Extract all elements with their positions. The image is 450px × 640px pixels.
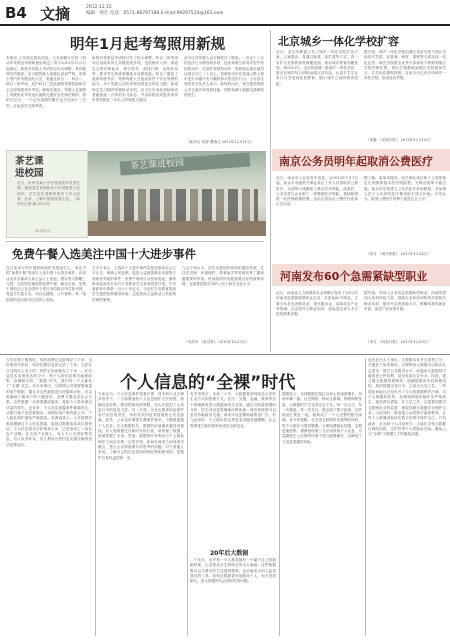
column-divider [279,390,280,636]
article-byline: （何鑫 《光明日报》 2012年12月10日） [366,138,434,142]
article-body-text: 据介绍，城乡一体化学校由城区优质学校与郊区学校结对共建，在管理、师资、课程等方面实现一体化运作。城区学校派出优秀干部和骨干教师到郊区学校任职任教，郊区学校教师到城区学校跟岗学习，共享优质课程资源。目前全市已有多所城乡一体化学校，取得良好效果。 [364,50,446,81]
article-body-text: 当你在网上购物时，你的消费记录被保存了下来；当你使用手机时，你的位置信息被记录了下来；当你在社交网站上发言时，你的言论被保存了下来……在信息技术高度发达的今天，每个人的信息都可能被收集、存储和分析。“数据”时代，我们每一个人都处于“全裸”状态。有专家指出，互联网公司掌握着海量的用户数据，通过对这些数据进行挖掘和分析，可以准确地了解用户的兴趣爱好、消费习惯甚至社会关系。这些数据一旦被泄露或滥用，将给个人带来难以估量的损失。近年来，个人信息泄露事件频频发生，从银行客户信息被倒卖，到网站用户密码被公开，个人隐私保护面临严峻挑战。有调查显示，大多数网民都曾遭遇过个人信息泄露，接到过推销电话或垃圾短信。个人信息被非法收集和买卖，已经形成了一条灰色产业链。在这条产业链上，有人专门负责收集信息，有人负责转卖，有人利用这些信息实施诈骗等违法犯罪活动。 [6,358,92,447]
article-body-text: 新规对驾驶证考试科目作了较大调整，科目二的考试项目由原来的几项增加到多项，包括倒车入库、坡道定点停车和起步、侧方停车、曲线行驶、直角转弯等，要求考生熟练掌握基本驾驶技能。科目三增加了夜间驾驶考试，考核驾驶人在夜间条件下安全驾驶的能力。对于驾驶人初次申领驾驶证后的实习期，新规规定实习期内驾驶机动车的，应当在车身后部粘贴或者悬挂统一式样的实习标志，并由持相应或更高准驾车型驾驶证三年以上的驾驶人陪同。 [92,56,178,103]
article-body-text: 本报讯 公安部交管局消息，公安部修订后的《机动车驾驶证申领和使用规定》将于2013年1月1日起施行。新规对驾驶人考试科目作出调整，考试难度有所提高，实习期驾驶人管理也更加严格。申领小型汽车驾驶证的人员，需通过科目一、科目二、科目三的考试，其中科目三包括道路驾驶技能和安全文明驾驶常识考试。新规实施后，驾驶人在道路上驾驶机动车时违反道路交通安全法律法规的，将依法记分，一个记分周期内累计记分达到十二分的，应参加学习和考试。 [6,56,86,108]
sidebar-title: 茶艺课 进校园 [15,156,44,179]
article-byline: （蒋芳 《现代快报》 2012年12月4日） [366,252,432,256]
divider [0,354,450,355]
article-body-text: 与会专家认为，近年来我国民间组织蓬勃发展，在扶贫济困、环境保护、教育助学等领域发挥了越来越重要的作用。民间组织的发展需要良好的政策环境，也需要提高自身的公信力和专业化水平。 [182,266,264,286]
issue-date: 2012.12.15 [86,5,112,10]
article-body-text: 有学者预言，未来二十年，大数据将深刻改变人们的生活方式和思维方式。医疗、交通、金融、教育等各个领域都将因大数据而发生变革。通过对海量数据的分析，医生可以更准确地诊断疾病，城市管理者可以更有效地疏导交通，商家可以更精准地推送广告。但与此同时，个人隐私的边界将变得越来越模糊，社会需要建立新的规则来适应这种变化。 [190,392,276,428]
dateline [86,5,224,16]
masthead-rule [0,24,450,26]
sidebar-caption: 近日，杭州市某小学在校园里开设茶艺课，邀请茶艺老师给孩子们讲授茶文化知识，学生们在老师的指导下学习泡茶、品茶，了解中国传统茶文化。（新华社记者 摄 2012年 [17,181,80,207]
column-divider [365,358,366,636]
article-title: 河南发布60个急需紧缺型职业 [280,270,428,283]
article-body-text: 近日，南京市人社局发布消息，从2013年1月1日起，南京市市级机关事业单位工作人员将取消公费医疗，全部纳入城镇职工基本医疗保险。改革后，公务员将与企业职工一样缴纳医疗保险，看病按照统一的医保政策报销，这标志着南京公费医疗改革正式启动。 [276,176,358,207]
article-title: 免费午餐入选美注中国十大进步事件 [12,247,196,261]
article-byline: （李文 《河南日报》 2012年12月3日） [366,340,432,344]
article-title: 北京城乡一体化学校扩容 [278,35,399,48]
article-body-text: 此外还对驾驶人记分制度作了修改，一次记十二分的违法行为增加到多项，包括驾驶与准驾车型不符的机动车、饮酒后驾驶机动车、驾驶营运客车超员达到百分之二十以上、驾驶机动车在高速公路上倒车逆行穿越中央分隔带掉头等违法行为。公安部交管局有关负责人表示，新规的出台，旨在提高驾驶人安全意识和驾驶技能，预防和减少道路交通事故的发生。 [184,56,264,98]
article-title: 个人信息的“全裸”时代 [120,373,296,393]
masthead [0,0,450,26]
article-byline: （朱祥华 《新京报》 2012年12月3日） [184,340,250,344]
article-body-text: 据了解，改革实施后，机关事业单位和个人将按规定比例缴纳基本医疗保险费。为保证改革平稳过渡，南京市还将建立公务员医疗补助制度，对参保人员个人负担的医疗费用给予适当补助。专家认为，取消公费医疗有利于促进社会公平。 [364,176,446,202]
article-body-text: 近日，河南省人力资源和社会保障厅发布了2012年河南省急需紧缺型职业目录，共涉及60个职业，主要分布在先进制造业、现代服务业、高新技术产业等领域。目录将作为职业培训、技能鉴定和人才引进的重要依据。 [276,291,358,317]
article-body-text: 据介绍，对列入目录的急需紧缺型职业，河南省将加大培训补贴力度，鼓励企业和培训机构开展相关职业培训，提高劳动者技能水平，缓解结构性就业矛盾，促进产业转型升级。 [364,291,446,311]
article-subhead: 20年后大数据 [210,550,249,557]
article-body-text: 在日前举行的中国民间组织发展论坛上，美注中国“免费午餐”等项目入选中国十大进步事件。该项目由多名媒体人和公益人士发起，倡议每天捐赠三元钱，为贫困学童提供免费午餐。截至目前，免费午餐项目已在全国多个省区市的数百所学校开餐，受益学生数万名。项目以透明、公开著称，每一笔捐款的去向都可以在网上查询。 [6,266,86,302]
column-divider [187,390,188,636]
divider [6,241,264,242]
column-divider [270,30,271,352]
article-body-text: 主办方表示，入选的十大进步事件均是在推动社会公平正义、保障公民权利、促进公益慈善事业发展等方面取得突破的事件。免费午餐项目从民间发起，最终推动政府出台农村义务教育学生营养改善计划，中央财政每年拨款一百六十多亿元，为农村义务教育阶段学生提供营养膳食补助，这是民间公益推动公共政策的典型案例。 [92,266,176,302]
photo-banner-text: 茶艺课进校园 [129,158,185,172]
sidebar-box [6,150,88,238]
news-photo [88,151,266,236]
article-body-text: 专家认为，个人信息保护需要法律、技术和行业自律多管齐下。一方面要加快个人信息保护立法进程，明确信息收集、使用的规则和界限，加大对侵犯个人信息行为的惩处力度；另一方面，企业也要承担起保护用户信息的责任，采取有效的技术措施防止信息泄露。此外，公众也应增强自我保护意识，不随意透露个人信息。在大数据时代，数据的价值越来越受到重视。有人将数据比作新时代的石油，谁掌握了数据，谁就掌握了未来。然而，数据的开发利用与个人隐私保护之间存在着一定的矛盾，如何在两者之间找到平衡点，是社会各界需要共同思考的问题。对于普通人来说，了解自己的信息是如何被收集和使用的，是保护自身权益的第一步。 [98,392,184,460]
photo-people [98,189,258,225]
article-body-text: 近日，北京市教委公布了城乡一体化学校扩容方案。方案提出，将通过新建、改扩建等方式，进一步扩大优质教育资源覆盖面，推动城乡教育均衡发展。到2015年，全市将新增一批城乡一体化学校，重点在城乡结合部和远郊区县布局，让更多学生在家门口享受到优质教育，缩小城乡之间的教育差距。 [276,50,358,86]
article-title: 明年1月起考驾照用新规 [70,37,226,53]
photo-table [88,221,266,236]
page-number: B4 [5,4,27,22]
article-byline: （新华社 吴涛 曹瑞元 2012年12月10日） [186,140,255,144]
article-title: 南京公务员明年起取消公费医疗 [279,155,433,168]
editor-contact: 编辑：侯仕 电话：0571-86787188 E-mail:99297510@163.com [86,10,224,16]
column-divider [95,390,96,636]
article-body-text: 二十年后，也许每一个人都将拥有一个属于自己的数据档案，记录着从出生到现在的点点滴滴。这些数据既可以为我们的生活提供便利，也可能成为别人监视我们的工具。如何让数据更好地服务于人，而不是控制人，是大数据时代必须回答的问题。 [190,558,276,584]
article-body-text: 也有业内人士指出，大数据本身并无善恶之分，关键在于如何使用。合理利用大数据可以推动社会进步，提升公共服务水平；而滥用大数据则可能侵犯公民权利，甚至危害社会安全。因此，建立健全数据管理制度，明确数据所有权和使用权，规范数据交易行为，已成为当务之急。一些国家和地区已经出台了专门的数据保护法律，对个人数据的收集、处理和跨境传输作出严格规定，值得我们借鉴。在立法之外，还需要加强对互联网企业的监管，督促其履行数据安全保护义务。与此同时，要加强公众的数字素养教育，让每个人都懂得如何在数字世界中保护自己。只有政府、企业和个人共同努力，才能在享受大数据红利的同时，守护好每个人的隐私空间，避免人人“全裸”于数据之下的尴尬局面。 [368,358,446,437]
section-name: 文摘 [40,5,71,23]
article-body-text: 数据显示，全球数据总量正以惊人的速度增长，每两年翻一番。社交网络、移动互联网、物联网的发展，让数据的产生变得无处不在。每一次点击、每一次搜索、每一次支付，都会留下数字痕迹。这些痕迹汇集在一起，就构成了一个人完整的数字画像。有专家提醒，在享受互联网带来便利的同时，每个人都应当提高警惕，合理设置隐私权限，定期更换密码，谨慎授权第三方应用获取个人信息，尽量避免在公共网络环境下进行敏感操作，以降低个人信息泄露的风险。 [282,392,362,444]
sidebar-caption-end: 12月5日） [35,229,53,233]
